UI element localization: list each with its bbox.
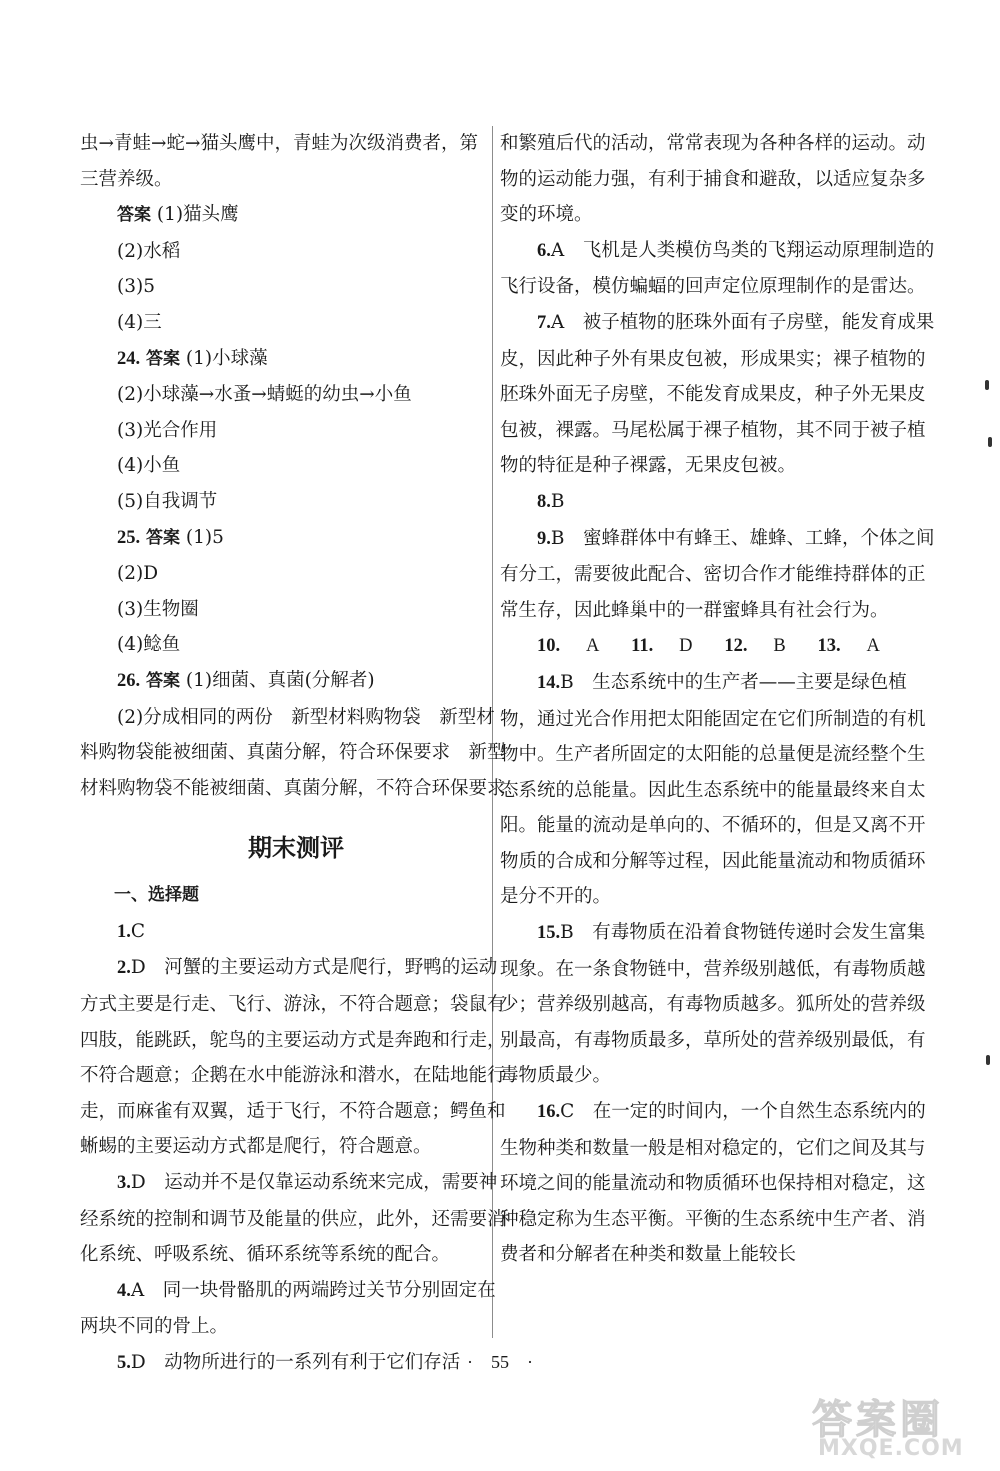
answer-part: (1)细菌、真菌(分解者)	[185, 669, 375, 691]
answer-item-8	[500, 484, 936, 521]
answer-item-4	[80, 1273, 512, 1345]
choice-letter: B	[550, 490, 565, 512]
answer-part: (3)生物圈	[117, 598, 199, 620]
q26-answer	[80, 663, 512, 700]
question-number: 25.	[117, 527, 141, 548]
choice-letter: A	[550, 311, 565, 333]
choice-letter: C	[560, 1101, 575, 1123]
explanation: 被子植物的胚珠外面有子房壁，能发育成果皮，因此种子外有果皮包被，形成果实；裸子植物的胚珠外面无子房壁，不能发育成果皮，种子外无果皮包被，裸露。马尾松属于裸子植物，其不同于被子植物的特征是种子裸露，无果皮包被。	[500, 311, 935, 477]
explanation: 动物所进行的一系列有利于它们存活	[164, 1352, 461, 1373]
question-number: 8.	[537, 491, 551, 512]
explanation: 有毒物质在沿着食物链传递时会发生富集现象。在一条食物链中，营养级别越低，有毒物质越少；营养级别越高，有毒物质越多。狐所处的营养级别最高，有毒物质最多，草所处的营养级别最低，有毒物质最少。	[500, 922, 926, 1087]
intro-line: 虫→青蛙→蛇→猫头鹰中，青蛙为次级消费者，第	[80, 133, 479, 154]
choice-letter: D	[130, 1352, 146, 1373]
right-column	[500, 126, 936, 1273]
margin-mark	[988, 437, 992, 447]
question-number: 5.	[117, 1353, 131, 1373]
answer-tag: 答案	[117, 205, 151, 226]
logo-text: 答案圈	[812, 1397, 944, 1443]
explanation: 河蟹的主要运动方式是爬行，野鸭的运动方式主要是行走、飞行、游泳，不符合题意；袋鼠有四肢，能跳跃，鸵鸟的主要运动方式是奔跑和行走，不符合题意；企鹅在水中能游泳和潜水，在陆地能行走，而麻雀有双翼，适于飞行，不符合题意；鳄鱼和蜥蜴的主要运动方式都是爬行，符合题意。	[80, 957, 506, 1158]
choice-letter: D	[130, 957, 146, 979]
choice-letter: A	[586, 636, 600, 657]
question-number: 1.	[117, 921, 131, 942]
question-number: 12.	[724, 636, 748, 657]
answer-tag: 答案	[146, 527, 181, 548]
choice-letter: A	[130, 1279, 145, 1301]
answer-part: (2)小球藻→水蚤→蜻蜓的幼虫→小鱼	[117, 384, 412, 406]
answer-item-3	[80, 1165, 512, 1273]
left-column	[80, 126, 512, 1382]
answer-item-2	[80, 950, 512, 1165]
question-number: 26.	[117, 670, 141, 691]
choice-letter: A	[550, 239, 565, 261]
footer-dot: ·	[467, 1352, 473, 1372]
answer-tag: 答案	[146, 348, 181, 369]
question-number: 14.	[537, 672, 561, 693]
answer-part: (1)小球藻	[185, 347, 268, 369]
question-number: 10.	[537, 636, 561, 657]
explanation: 运动并不是仅靠运动系统来完成，需要神经系统的控制和调节及能量的供应，此外，还需要消化系统、呼吸系统、循环系统等系统的配合。	[80, 1172, 506, 1266]
answer-tag: 答案	[146, 670, 181, 691]
question-number: 3.	[117, 1173, 131, 1194]
choice-letter: B	[773, 636, 786, 657]
answer-item-1	[80, 914, 512, 951]
answer-part: (3)5	[117, 276, 155, 298]
question-number: 9.	[537, 528, 551, 549]
answer-part: (5)自我调节	[117, 490, 218, 512]
margin-mark	[986, 1055, 990, 1065]
answer-item-7	[500, 305, 936, 484]
answer-item-9	[500, 521, 936, 629]
question-number: 16.	[537, 1102, 561, 1123]
intro-line: 三营养级。	[80, 168, 173, 190]
page-footer	[0, 1352, 1000, 1373]
question-number: 7.	[537, 312, 551, 333]
watermark-logo	[800, 1388, 990, 1468]
explanation: 蜜蜂群体中有蜂王、雄蜂、工蜂，个体之间有分工，需要彼此配合、密切合作才能维持群体的正常生存，因此蜂巢中的一群蜜蜂具有社会行为。	[500, 527, 935, 621]
q25-answer	[80, 520, 512, 557]
explanation: 飞机是人类模仿鸟类的飞翔运动原理制造的飞行设备，模仿蝙蝠的回声定位原理制作的是雷达。	[500, 239, 935, 298]
answer-item-6	[500, 233, 936, 305]
section-heading: 期末测评	[248, 834, 344, 863]
choice-letter: D	[130, 1172, 146, 1194]
subsection-title: 一、选择题	[114, 885, 199, 906]
answer-item-15	[500, 915, 936, 1094]
choice-letter: D	[679, 636, 693, 657]
question-number: 6.	[537, 240, 551, 261]
choice-letter: A	[866, 636, 880, 657]
q23-answer	[80, 197, 512, 234]
answer-part: (1)5	[185, 526, 224, 548]
answer-part: (4)鲶鱼	[117, 634, 181, 656]
explanation: 同一块骨骼肌的两端跨过关节分别固定在两块不同的骨上。	[80, 1279, 496, 1338]
question-number: 15.	[537, 923, 561, 944]
margin-mark	[985, 380, 989, 390]
q24-answer	[80, 341, 512, 378]
page-number: 55	[491, 1352, 509, 1372]
explanation: 在一定的时间内，一个自然生态系统内的生物种类和数量一般是相对稳定的，它们之间及其与环境之间的能量流动和物质循环也保持相对稳定，这种稳定称为生态平衡。平衡的生态系统中生产者、消费者和分解者在种类和数量上能较长	[500, 1101, 926, 1266]
question-number: 13.	[817, 636, 841, 657]
footer-dot: ·	[527, 1352, 533, 1372]
answer-part: (4)三	[117, 311, 162, 333]
answer-item-16	[500, 1094, 936, 1273]
explanation: 生态系统中的生产者——主要是绿色植物，通过光合作用把太阳能固定在它们所制造的有机物中。生产者所固定的太阳能的总量便是流经整个生态系统的总能量。因此生态系统中的能量最终来自太阳。能量的流动是单向的、不循环的，但是又离不开物质的合成和分解等过程，因此能量流动和物质循环是分不开的。	[500, 671, 926, 908]
choice-letter: B	[560, 922, 574, 944]
question-number: 2.	[117, 958, 131, 979]
answer-part: (2)水稻	[117, 240, 181, 262]
choice-letter: B	[550, 527, 565, 549]
question-number: 24.	[117, 348, 141, 369]
question-number: 11.	[631, 636, 654, 657]
answer-item-14	[500, 665, 936, 915]
answer-part: (2)D	[117, 563, 159, 585]
answer-part: (3)光合作用	[117, 419, 218, 441]
logo-url: MXQE.COM	[818, 1436, 964, 1461]
choice-letter: C	[130, 920, 146, 942]
choice-letter: B	[560, 671, 574, 693]
answer-part: (1)猫头鹰	[156, 204, 239, 226]
answer-part: (4)小鱼	[117, 455, 181, 477]
answer-paragraph: (2)分成相同的两份 新型材料购物袋 新型材料购物袋能被细菌、真菌分解，符合环保要求 新型材料购物袋不能被细菌、真菌分解，不符合环保要求	[80, 706, 506, 799]
question-number: 4.	[117, 1280, 131, 1301]
answer-row-10-13	[500, 628, 936, 665]
continued-explanation: 和繁殖后代的活动，常常表现为各种各样的运动。动物的运动能力强，有利于捕食和避敌，以适应复杂多变的环境。	[500, 133, 926, 226]
